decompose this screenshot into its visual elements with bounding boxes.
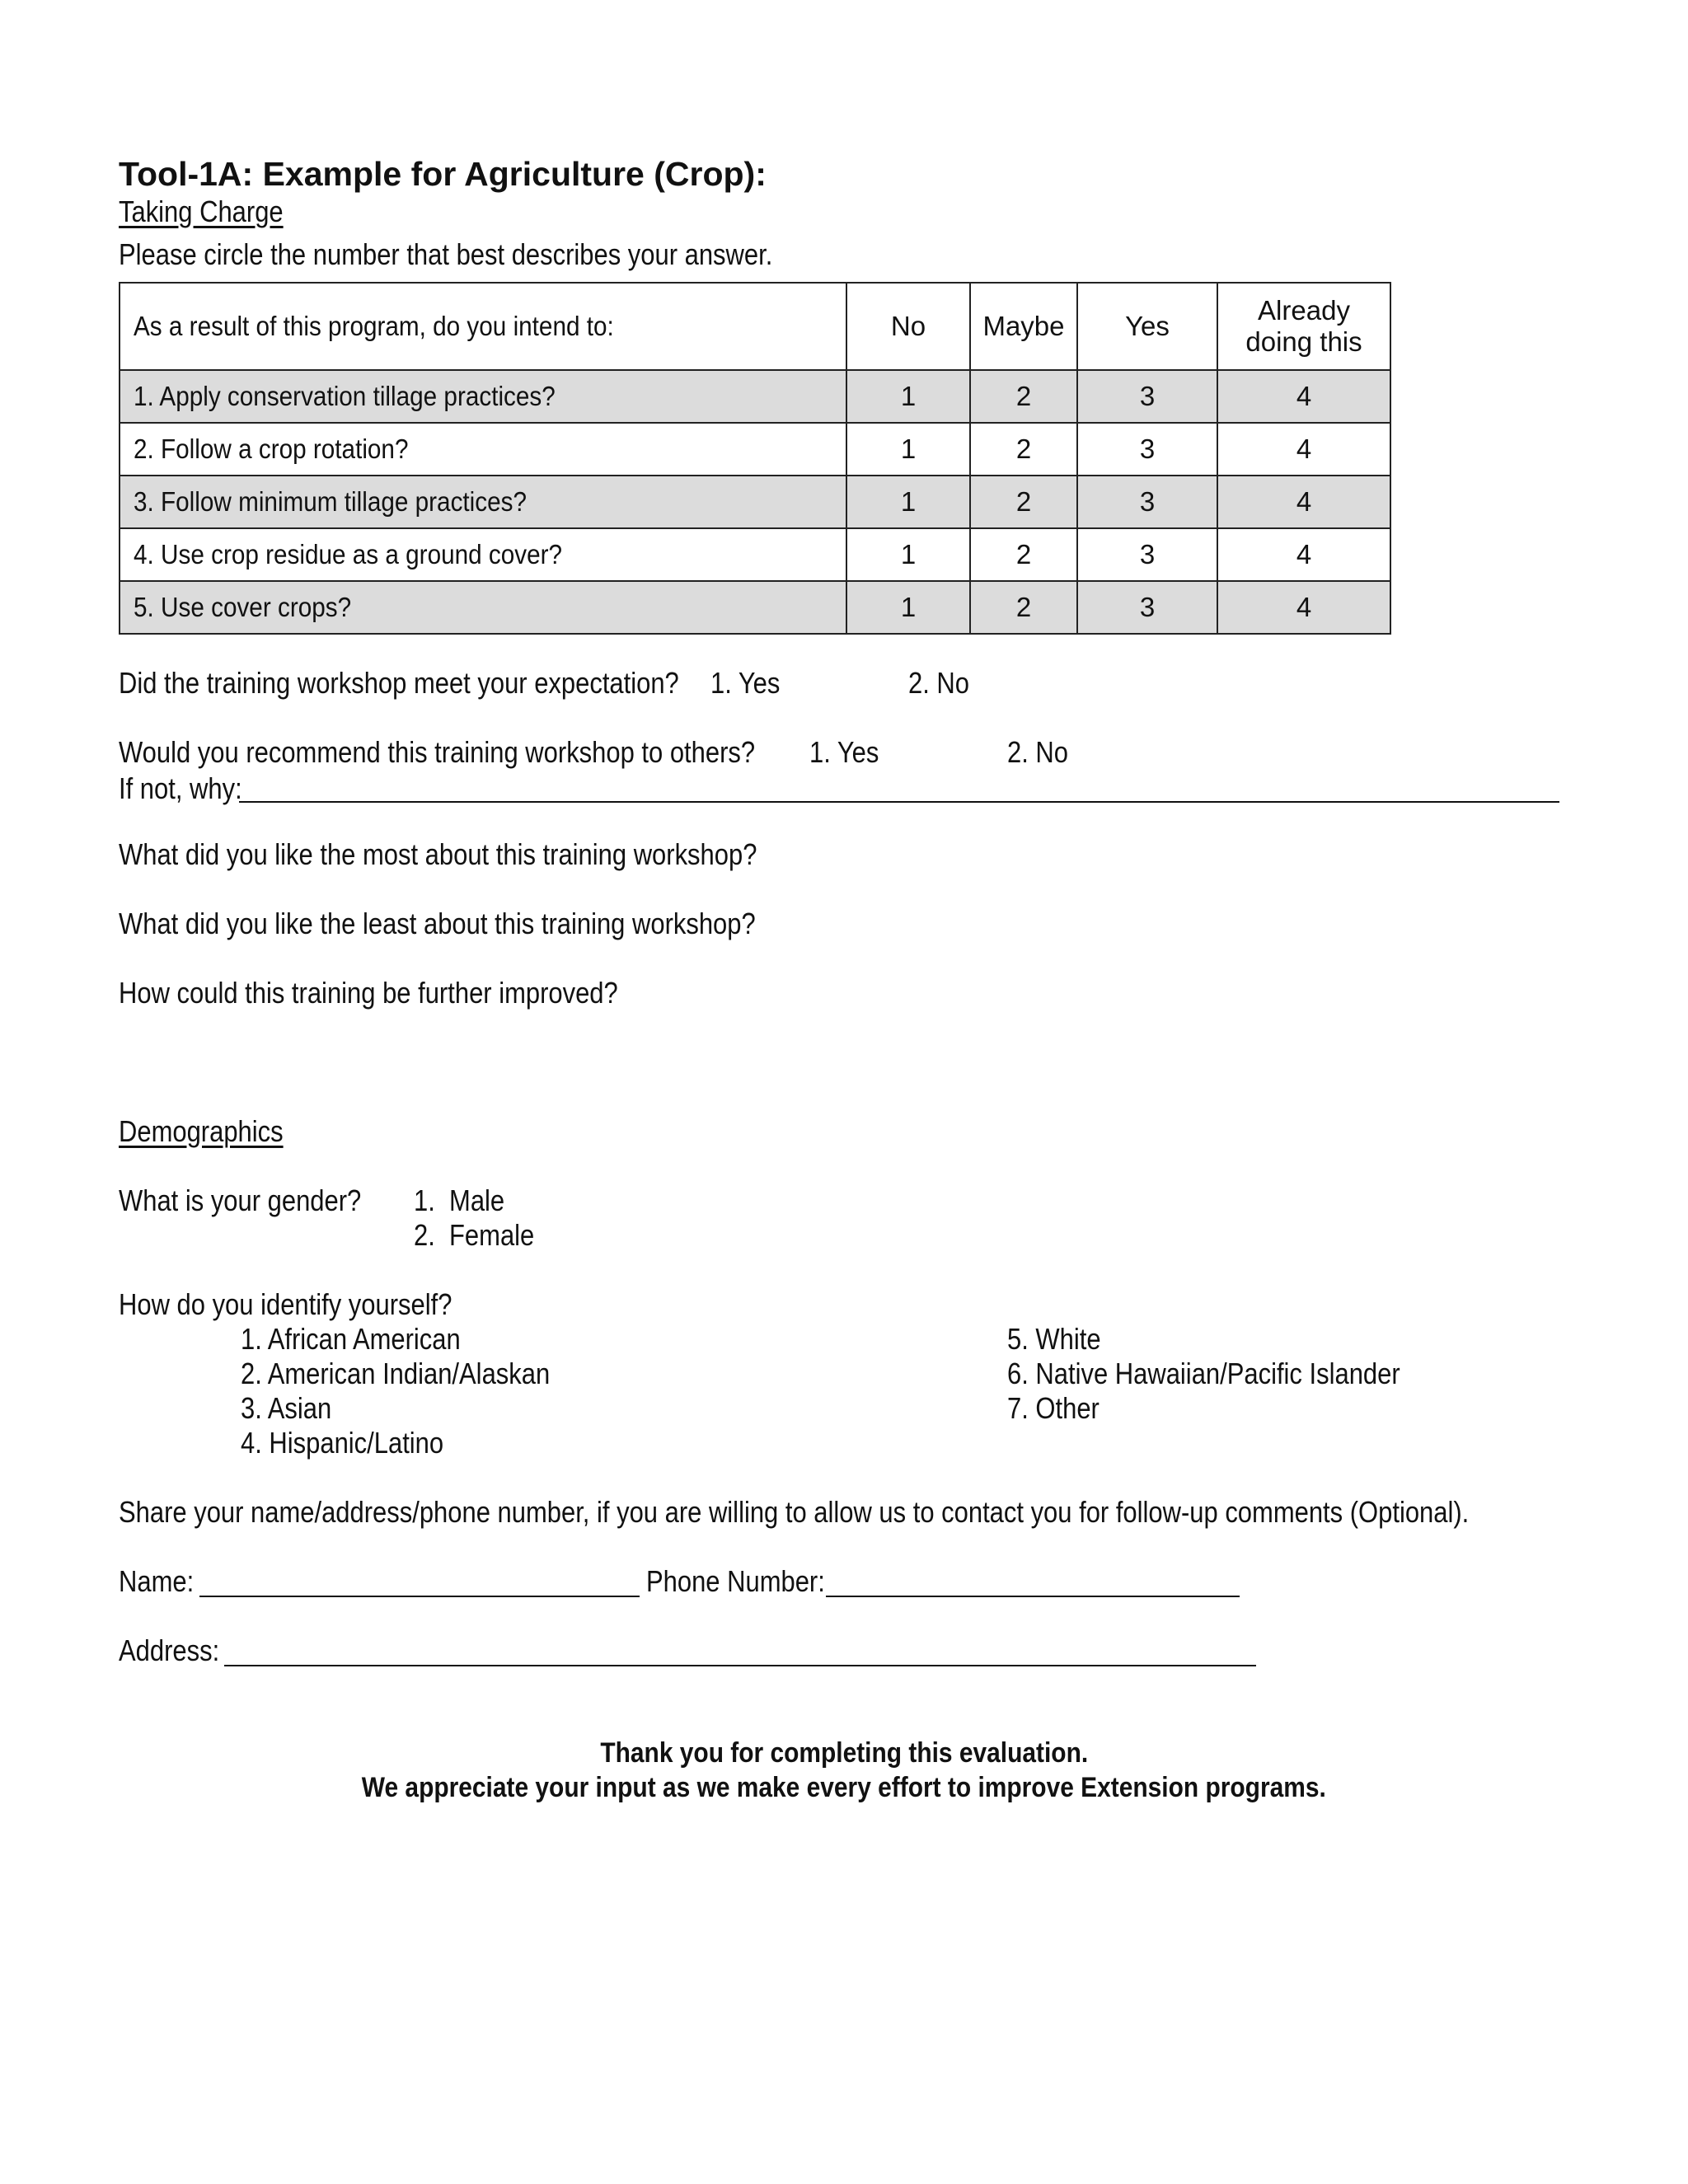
- question-identify: How do you identify yourself?: [119, 1287, 452, 1321]
- recommend-no-option[interactable]: 2. No: [1007, 735, 1069, 769]
- expectation-no-option[interactable]: 2. No: [908, 666, 970, 700]
- option-no[interactable]: 1: [846, 528, 970, 581]
- identity-option[interactable]: 7. Other: [1007, 1391, 1100, 1425]
- identity-option[interactable]: 5. White: [1007, 1322, 1101, 1356]
- contact-share-text: Share your name/address/phone number, if you are willing to allow us to contact you for follow-up comments (Optional).: [119, 1495, 1470, 1529]
- option-maybe[interactable]: 2: [970, 423, 1077, 476]
- table-row: [120, 581, 1390, 634]
- closing-thanks: Thank you for completing this evaluation.: [600, 1737, 1088, 1769]
- option-maybe[interactable]: 2: [970, 528, 1077, 581]
- section-heading-demographics: Demographics: [119, 1114, 284, 1148]
- phone-field[interactable]: [826, 1596, 1240, 1597]
- phone-label: Phone Number:: [646, 1564, 825, 1598]
- option-already[interactable]: 4: [1217, 476, 1390, 528]
- option-yes[interactable]: 3: [1077, 423, 1217, 476]
- row-question: 2. Follow a crop rotation?: [120, 423, 846, 476]
- header-maybe: Maybe: [970, 283, 1077, 370]
- expectation-yes-option[interactable]: 1. Yes: [710, 666, 781, 700]
- question-like-least: What did you like the least about this training workshop?: [119, 907, 756, 940]
- option-already[interactable]: 4: [1217, 370, 1390, 423]
- option-no[interactable]: 1: [846, 370, 970, 423]
- table-row: [120, 423, 1390, 476]
- option-no[interactable]: 1: [846, 423, 970, 476]
- header-already: Already doing this: [1217, 283, 1390, 370]
- gender-option-female[interactable]: 2. Female: [414, 1218, 535, 1252]
- option-already[interactable]: 4: [1217, 423, 1390, 476]
- table-row: [120, 370, 1390, 423]
- question-gender: What is your gender?: [119, 1183, 362, 1217]
- header-no: No: [846, 283, 970, 370]
- if-not-why-label: If not, why:: [119, 771, 242, 805]
- option-yes[interactable]: 3: [1077, 528, 1217, 581]
- row-question: 3. Follow minimum tillage practices?: [120, 476, 846, 528]
- question-improve: How could this training be further improved?: [119, 976, 618, 1010]
- closing-appreciation: We appreciate your input as we make every effort to improve Extension programs.: [361, 1772, 1327, 1803]
- option-maybe[interactable]: 2: [970, 370, 1077, 423]
- question-expectation: Did the training workshop meet your expectation?: [119, 666, 679, 700]
- name-field[interactable]: [199, 1596, 640, 1597]
- option-maybe[interactable]: 2: [970, 581, 1077, 634]
- option-yes[interactable]: 3: [1077, 476, 1217, 528]
- option-already[interactable]: 4: [1217, 528, 1390, 581]
- address-label: Address:: [119, 1633, 220, 1667]
- name-label: Name:: [119, 1564, 195, 1598]
- identity-option[interactable]: 6. Native Hawaiian/Pacific Islander: [1007, 1357, 1400, 1390]
- gender-option-male[interactable]: 1. Male: [414, 1183, 505, 1217]
- section-heading-taking-charge: Taking Charge: [119, 194, 284, 228]
- intent-survey-table: [119, 282, 1391, 635]
- identity-option[interactable]: 3. Asian: [241, 1391, 332, 1425]
- option-already[interactable]: 4: [1217, 581, 1390, 634]
- identity-option[interactable]: 2. American Indian/Alaskan: [241, 1357, 551, 1390]
- row-question: 5. Use cover crops?: [120, 581, 846, 634]
- identity-option[interactable]: 4. Hispanic/Latino: [241, 1426, 444, 1460]
- form-title: Tool-1A: Example for Agriculture (Crop):: [119, 155, 767, 193]
- identity-option[interactable]: 1. African American: [241, 1322, 461, 1356]
- question-like-most: What did you like the most about this training workshop?: [119, 837, 757, 871]
- address-field[interactable]: [224, 1665, 1256, 1666]
- recommend-yes-option[interactable]: 1. Yes: [809, 735, 879, 769]
- table-row: [120, 528, 1390, 581]
- if-not-why-line[interactable]: [239, 801, 1559, 803]
- option-no[interactable]: 1: [846, 476, 970, 528]
- header-yes: Yes: [1077, 283, 1217, 370]
- question-recommend: Would you recommend this training workshop to others?: [119, 735, 756, 769]
- row-question: 4. Use crop residue as a ground cover?: [120, 528, 846, 581]
- header-question: As a result of this program, do you intend to:: [120, 283, 846, 370]
- option-yes[interactable]: 3: [1077, 581, 1217, 634]
- instruction-text: Please circle the number that best describes your answer.: [119, 237, 773, 271]
- option-maybe[interactable]: 2: [970, 476, 1077, 528]
- table-row: [120, 476, 1390, 528]
- option-no[interactable]: 1: [846, 581, 970, 634]
- option-yes[interactable]: 3: [1077, 370, 1217, 423]
- row-question: 1. Apply conservation tillage practices?: [120, 370, 846, 423]
- table-header-row: [120, 283, 1390, 370]
